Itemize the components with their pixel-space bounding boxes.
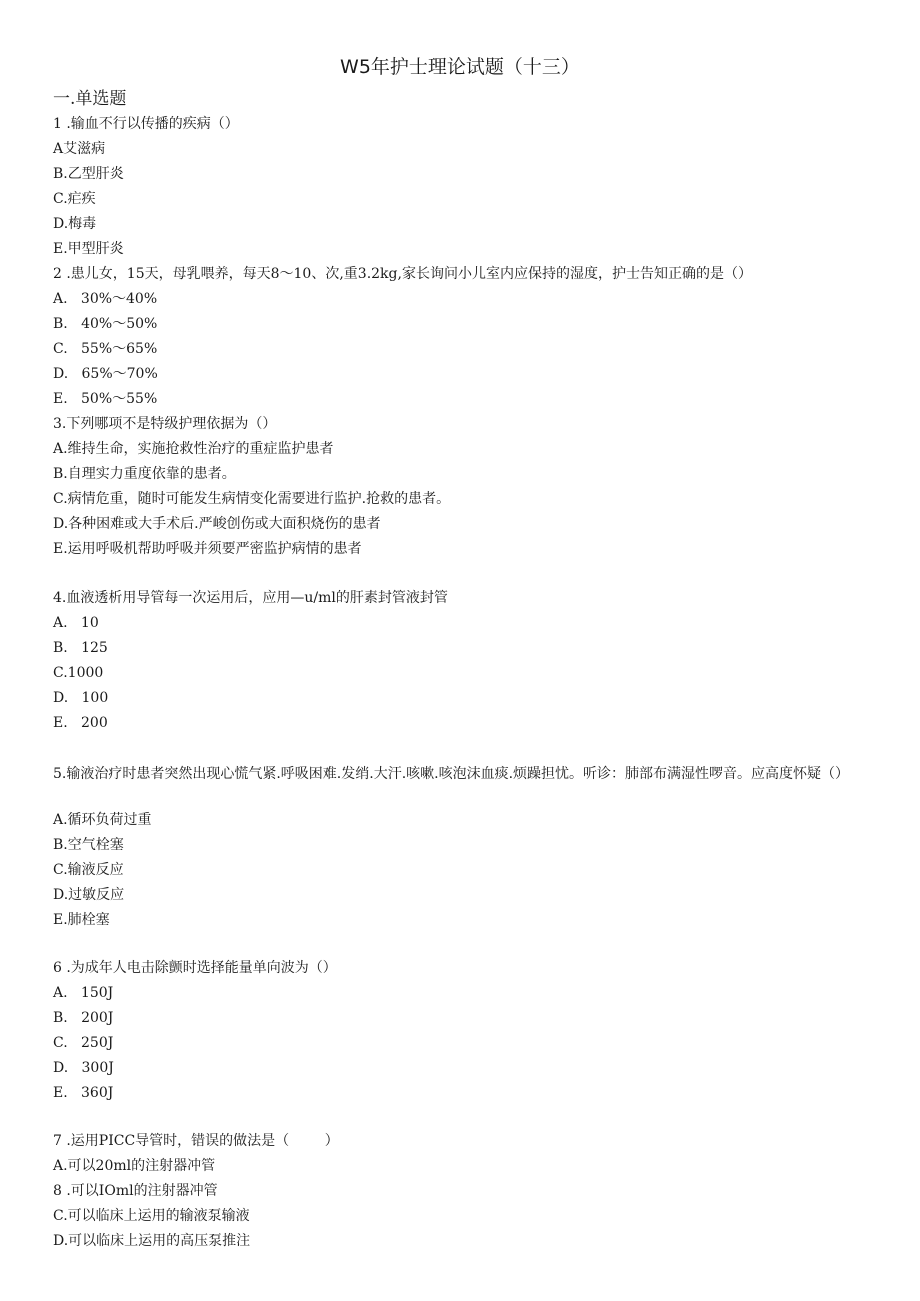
question-2-option-d: D. 65%～70% [53, 366, 158, 382]
question-5-option-a: A.循环负荷过重 [53, 812, 152, 828]
question-3-option-b: B.自理实力重度依靠的患者。 [53, 466, 236, 482]
question-1-stem: 1 .输血不行以传播的疾病（） [53, 116, 239, 132]
question-6-option-a: A. 150J [53, 985, 114, 1001]
question-2-option-e: E. 50%～55% [53, 391, 158, 407]
question-1-option-c: C.疟疾 [53, 191, 96, 207]
question-4-option-d: D. 100 [53, 690, 109, 706]
question-7-option-b: 8 .可以IOml的注射器冲管 [53, 1183, 218, 1199]
question-7-option-c: C.可以临床上运用的输液泵输液 [53, 1208, 250, 1224]
question-3-option-e: E.运用呼吸机帮助呼吸并须要严密监护病情的患者 [53, 541, 362, 557]
question-2-option-c: C. 55%～65% [53, 341, 158, 357]
page-title: W5年护士理论试题（十三） [340, 56, 580, 78]
question-6-option-e: E. 360J [53, 1085, 114, 1101]
question-3-option-c: C.病情危重，随时可能发生病情变化需要进行监护.抢救的患者。 [53, 491, 451, 507]
question-2-option-a: A. 30%～40% [53, 291, 158, 307]
question-3-option-a: A.维持生命，实施抢救性治疗的重症监护患者 [53, 441, 334, 457]
question-5-option-e: E.肺栓塞 [53, 912, 110, 928]
question-3-option-d: D.各种困难或大手术后.严峻创伤或大面积烧伤的患者 [53, 516, 381, 532]
question-4-option-a: A. 10 [53, 615, 99, 631]
question-3-stem: 3.下列哪项不是特级护理依据为（） [53, 416, 277, 432]
question-5-option-d: D.过敏反应 [53, 887, 125, 903]
question-5-stem: 5.输液治疗时患者突然出现心慌气紧.呼吸困难.发绡.大汗.咳嗽.咳泡沫血痰.烦躁担忧。听诊：肺部布满湿性啰音。应高度怀疑（） [53, 766, 850, 782]
question-4-option-c: C.1000 [53, 665, 104, 681]
question-6-stem: 6 .为成年人电击除颤时选择能量单向波为（） [53, 960, 337, 976]
question-4-stem: 4.血液透析用导管每一次运用后，应用—u/ml的肝素封管液封管 [53, 590, 448, 606]
question-1-option-a: A艾滋病 [53, 141, 106, 157]
question-7-stem: 7 .运用PICC导管时，错误的做法是（ ） [53, 1133, 339, 1149]
question-1-option-d: D.梅毒 [53, 216, 97, 232]
question-2-stem: 2 .患儿女，15天，母乳喂养，每天8～10、次,重3.2kg,家长询问小儿室内应保持的湿度，护士告知正确的是（） [53, 266, 752, 282]
section-heading: 一.单选题 [53, 89, 127, 109]
question-7-option-a: A.可以20ml的注射器冲管 [53, 1158, 216, 1174]
question-1-option-e: E.甲型肝炎 [53, 241, 124, 257]
question-2-option-b: B. 40%～50% [53, 316, 158, 332]
question-6-option-c: C. 250J [53, 1035, 114, 1051]
question-4-option-e: E. 200 [53, 715, 108, 731]
question-7-option-d: D.可以临床上运用的高压泵推注 [53, 1233, 251, 1249]
question-4-option-b: B. 125 [53, 640, 108, 656]
question-5-option-c: C.输液反应 [53, 862, 124, 878]
question-1-option-b: B.乙型肝炎 [53, 166, 124, 182]
question-6-option-b: B. 200J [53, 1010, 114, 1026]
question-5-option-b: B.空气栓塞 [53, 837, 124, 853]
question-6-option-d: D. 300J [53, 1060, 114, 1076]
